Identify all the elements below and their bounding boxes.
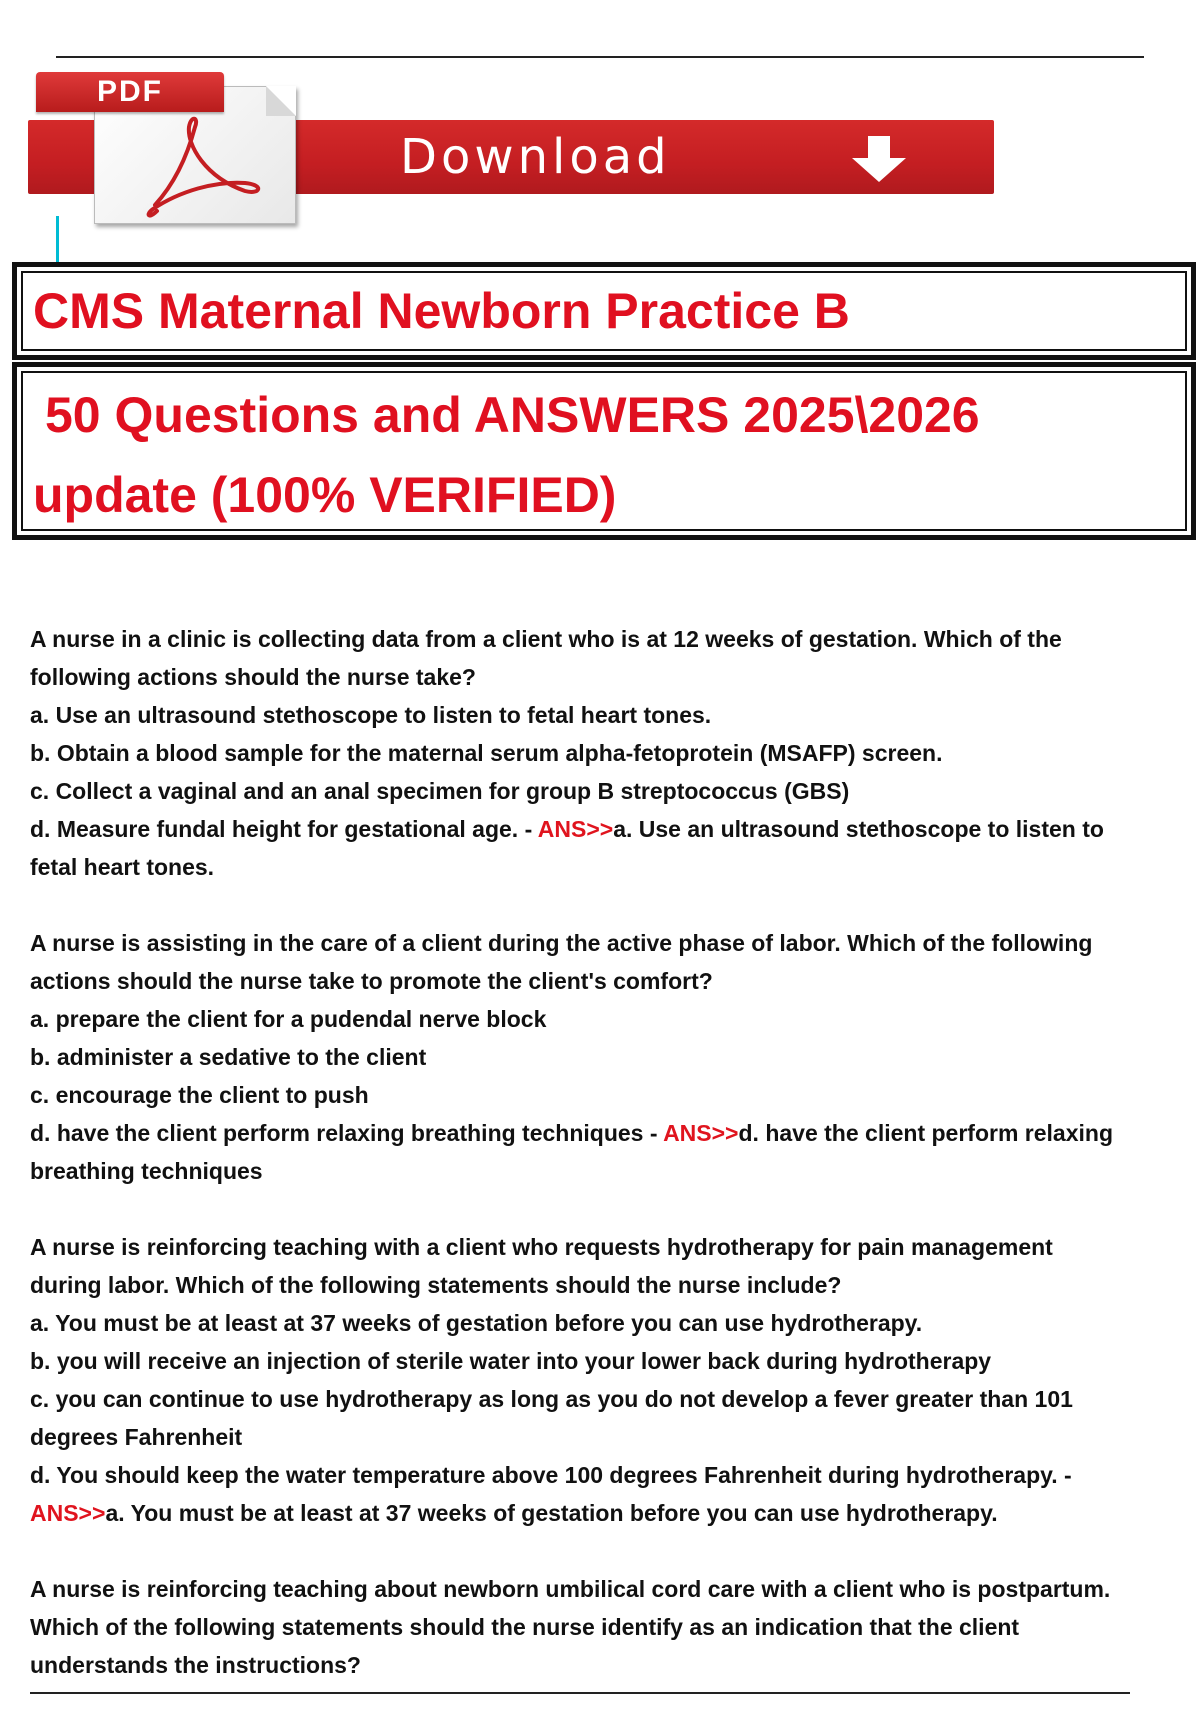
answer-option: d. Measure fundal height for gestational age. - <box>30 816 538 842</box>
title-box-1 <box>12 262 1196 360</box>
pdf-download-banner[interactable] <box>28 68 1008 210</box>
answer-option: d. have the client perform relaxing breathing techniques - <box>30 1120 664 1146</box>
question-stem: following actions should the nurse take? <box>30 664 476 690</box>
answer-option: c. Collect a vaginal and an anal specimen for group B streptococcus (GBS) <box>30 778 850 804</box>
answer-option: c. encourage the client to push <box>30 1082 369 1108</box>
document-title: CMS Maternal Newborn Practice B <box>33 283 850 339</box>
answer-option: b. you will receive an injection of sterile water into your lower back during hydrotherapy <box>30 1348 992 1374</box>
question-stem: A nurse is reinforcing teaching with a client who requests hydrotherapy for pain management <box>30 1234 1053 1260</box>
question-list <box>30 620 1180 1722</box>
answer-option: a. You must be at least at 37 weeks of gestation before you can use hydrotherapy. <box>30 1310 923 1336</box>
answer-option-with-key <box>30 1114 1180 1152</box>
question-item <box>30 924 1180 1190</box>
question-stem: actions should the nurse take to promote the client's comfort? <box>30 968 713 994</box>
question-stem: during labor. Which of the following statements should the nurse include? <box>30 1272 842 1298</box>
download-arrow-icon <box>846 134 912 184</box>
correct-answer: a. Use an ultrasound stethoscope to listen to <box>613 816 1104 842</box>
answer-option: degrees Fahrenheit <box>30 1424 243 1450</box>
answer-prefix: ANS>> <box>663 1120 739 1146</box>
top-rule <box>56 56 1144 58</box>
answer-option-with-key <box>30 810 1180 848</box>
document-subtitle-line1: 50 Questions and ANSWERS 2025\2026 <box>45 387 980 443</box>
question-item <box>30 620 1180 886</box>
bottom-rule <box>30 1692 1130 1694</box>
answer-prefix: ANS>> <box>30 1500 106 1526</box>
title-box-2 <box>12 362 1196 540</box>
question-item <box>30 1228 1180 1532</box>
correct-answer: breathing techniques <box>30 1158 263 1184</box>
pdf-label: PDF <box>36 72 224 112</box>
correct-answer: d. have the client perform relaxing <box>738 1120 1113 1146</box>
text-cursor <box>56 216 59 266</box>
answer-option: b. administer a sedative to the client <box>30 1044 427 1070</box>
question-item <box>30 1570 1180 1684</box>
answer-option: d. You should keep the water temperature above 100 degrees Fahrenheit during hydrotherapy. - <box>30 1462 1072 1488</box>
document-subtitle-line2: update (100% VERIFIED) <box>33 467 617 523</box>
question-stem: Which of the following statements should the nurse identify as an indication that the client <box>30 1614 1020 1640</box>
answer-key-line <box>30 1494 1180 1532</box>
question-stem: A nurse is assisting in the care of a client during the active phase of labor. Which of the following <box>30 930 1093 956</box>
answer-option: a. Use an ultrasound stethoscope to listen to fetal heart tones. <box>30 702 712 728</box>
answer-prefix: ANS>> <box>537 816 614 842</box>
question-stem: understands the instructions? <box>30 1652 361 1678</box>
answer-option: b. Obtain a blood sample for the maternal serum alpha-fetoprotein (MSAFP) screen. <box>30 740 943 766</box>
correct-answer: fetal heart tones. <box>30 854 215 880</box>
question-stem: A nurse is reinforcing teaching about newborn umbilical cord care with a client who is postpartum. <box>30 1576 1111 1602</box>
correct-answer: a. You must be at least at 37 weeks of gestation before you can use hydrotherapy. <box>105 1500 998 1526</box>
answer-option: c. you can continue to use hydrotherapy as long as you do not develop a fever greater than 101 <box>30 1386 1073 1412</box>
answer-option: a. prepare the client for a pudendal nerve block <box>30 1006 547 1032</box>
download-label: Download <box>400 129 671 185</box>
question-stem: A nurse in a clinic is collecting data from a client who is at 12 weeks of gestation. Which of the <box>30 626 1062 652</box>
